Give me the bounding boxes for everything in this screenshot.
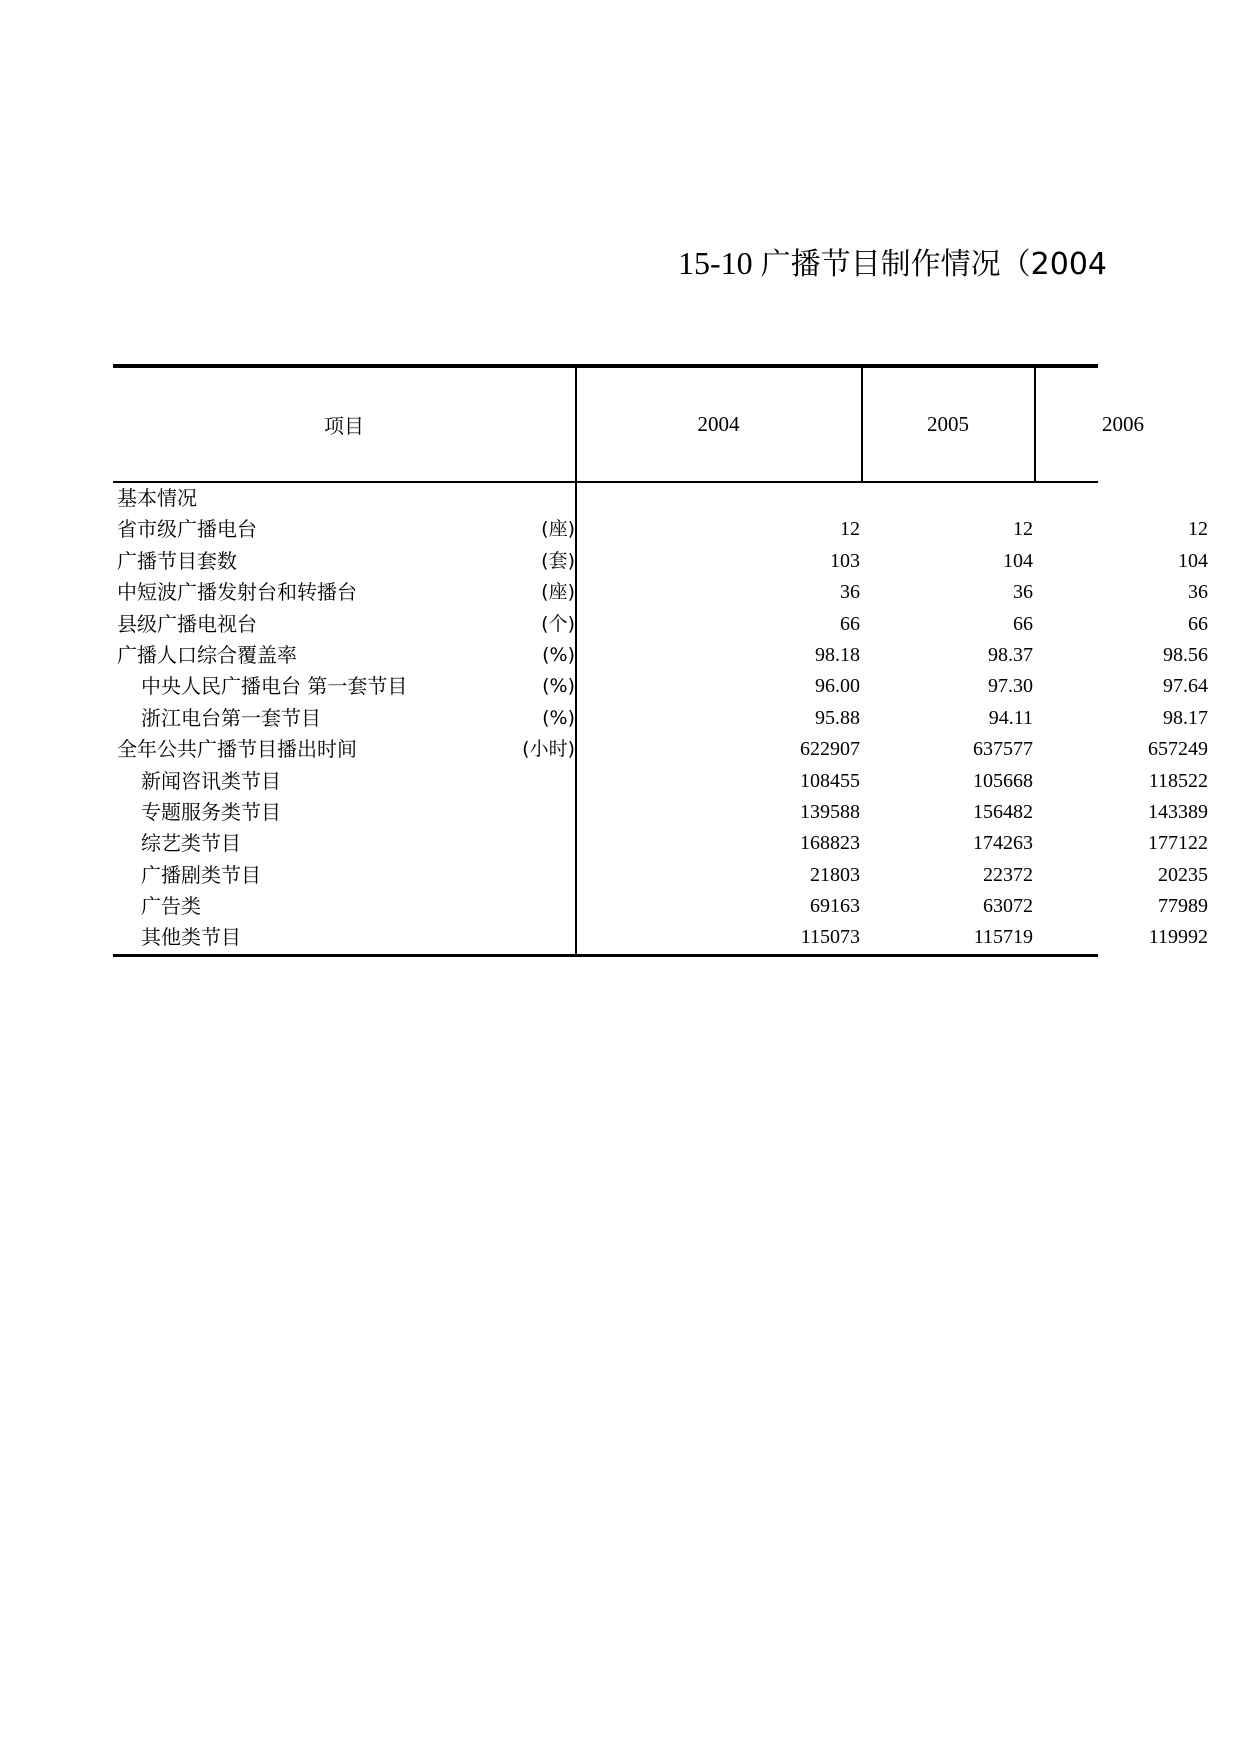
cell-2004: 96.00 bbox=[815, 675, 860, 698]
row-label: 广播剧类节目 bbox=[141, 862, 261, 887]
row-label: 基本情况 bbox=[117, 486, 197, 510]
cell-2005: 174263 bbox=[973, 832, 1033, 855]
cell-2006: 66 bbox=[1188, 612, 1208, 635]
cell-2006: 143389 bbox=[1148, 800, 1208, 823]
row-label: 中央人民广播电台 第一套节目 bbox=[141, 674, 408, 699]
row-label: 其他类节目 bbox=[141, 925, 241, 950]
table-row bbox=[113, 546, 1208, 577]
cell-2004: 139588 bbox=[800, 800, 860, 823]
cell-2006: 104 bbox=[1178, 549, 1208, 572]
table-row bbox=[113, 766, 1208, 797]
cell-2004: 98.18 bbox=[815, 643, 860, 666]
table-row bbox=[113, 640, 1208, 671]
table-row bbox=[113, 514, 1208, 545]
cell-2004: 66 bbox=[840, 612, 860, 635]
cell-2006: 36 bbox=[1188, 581, 1208, 604]
cell-2006: 657249 bbox=[1148, 738, 1208, 761]
table-row bbox=[113, 922, 1208, 953]
header-year-2005: 2005 bbox=[927, 412, 969, 436]
cell-2006: 97.64 bbox=[1163, 675, 1208, 698]
table-row bbox=[113, 609, 1208, 640]
table-row bbox=[113, 828, 1208, 859]
cell-2005: 156482 bbox=[973, 800, 1033, 823]
cell-2005: 97.30 bbox=[988, 675, 1033, 698]
table-body bbox=[113, 483, 1208, 954]
data-table bbox=[113, 364, 1208, 958]
table-row bbox=[113, 797, 1208, 828]
row-label: 县级广播电视台 bbox=[117, 611, 257, 636]
row-label: 广播节目套数 bbox=[117, 548, 237, 573]
row-label: 省市级广播电台 bbox=[117, 517, 257, 542]
cell-2005: 22372 bbox=[983, 863, 1033, 886]
cell-2004: 69163 bbox=[810, 895, 860, 918]
cell-2005: 115719 bbox=[973, 926, 1033, 949]
row-label: 新闻咨讯类节目 bbox=[141, 768, 281, 793]
cell-2006: 118522 bbox=[1148, 769, 1208, 792]
row-label: 广播人口综合覆盖率 bbox=[117, 642, 297, 667]
row-label: 浙江电台第一套节目 bbox=[141, 705, 321, 730]
row-unit: (座) bbox=[541, 518, 575, 541]
header-year-2006: 2006 bbox=[1102, 412, 1144, 436]
cell-2006: 177122 bbox=[1148, 832, 1208, 855]
cell-2006: 98.56 bbox=[1163, 643, 1208, 666]
page-title bbox=[678, 240, 1108, 286]
cell-2004: 21803 bbox=[810, 863, 860, 886]
row-unit: (%) bbox=[542, 675, 575, 698]
row-label: 全年公共广播节目播出时间 bbox=[117, 737, 357, 762]
table-bottom-rule bbox=[113, 954, 1098, 957]
table-row bbox=[113, 483, 1098, 514]
table-row bbox=[113, 891, 1208, 922]
row-unit: (%) bbox=[542, 643, 575, 666]
cell-2004: 95.88 bbox=[815, 706, 860, 729]
cell-2004: 168823 bbox=[800, 832, 860, 855]
row-unit: (套) bbox=[541, 549, 575, 572]
row-label: 广告类 bbox=[141, 894, 201, 919]
table-row bbox=[113, 671, 1208, 702]
cell-2004: 103 bbox=[830, 549, 860, 572]
cell-2005: 12 bbox=[1013, 518, 1033, 541]
table-row bbox=[113, 860, 1208, 891]
cell-2006: 119992 bbox=[1148, 926, 1208, 949]
cell-2005: 637577 bbox=[973, 738, 1033, 761]
table-row bbox=[113, 734, 1208, 765]
cell-2005: 66 bbox=[1013, 612, 1033, 635]
row-label: 专题服务类节目 bbox=[141, 799, 281, 824]
row-label: 中短波广播发射台和转播台 bbox=[117, 580, 357, 605]
cell-2005: 105668 bbox=[973, 769, 1033, 792]
table-row bbox=[113, 703, 1208, 734]
cell-2004: 12 bbox=[840, 518, 860, 541]
table-row bbox=[113, 577, 1208, 608]
row-unit: (座) bbox=[541, 581, 575, 604]
cell-2004: 36 bbox=[840, 581, 860, 604]
title-text: 广播节目制作情况（2004 bbox=[760, 247, 1108, 282]
title-number: 15-10 bbox=[678, 245, 753, 281]
cell-2005: 98.37 bbox=[988, 643, 1033, 666]
cell-2006: 12 bbox=[1188, 518, 1208, 541]
cell-2005: 63072 bbox=[983, 895, 1033, 918]
row-unit: (小时) bbox=[522, 738, 575, 761]
cell-2006: 20235 bbox=[1158, 863, 1208, 886]
cell-2004: 115073 bbox=[800, 926, 860, 949]
cell-2005: 36 bbox=[1013, 581, 1033, 604]
cell-2005: 94.11 bbox=[988, 706, 1033, 729]
row-unit: (个) bbox=[541, 612, 575, 635]
cell-2004: 108455 bbox=[800, 769, 860, 792]
cell-2005: 104 bbox=[1003, 549, 1033, 572]
row-label: 综艺类节目 bbox=[141, 831, 241, 856]
cell-2006: 77989 bbox=[1158, 895, 1208, 918]
cell-2006: 98.17 bbox=[1163, 706, 1208, 729]
row-unit: (%) bbox=[542, 706, 575, 729]
header-item: 项目 bbox=[324, 414, 364, 438]
cell-2004: 622907 bbox=[800, 738, 860, 761]
header-year-2004: 2004 bbox=[697, 412, 740, 436]
